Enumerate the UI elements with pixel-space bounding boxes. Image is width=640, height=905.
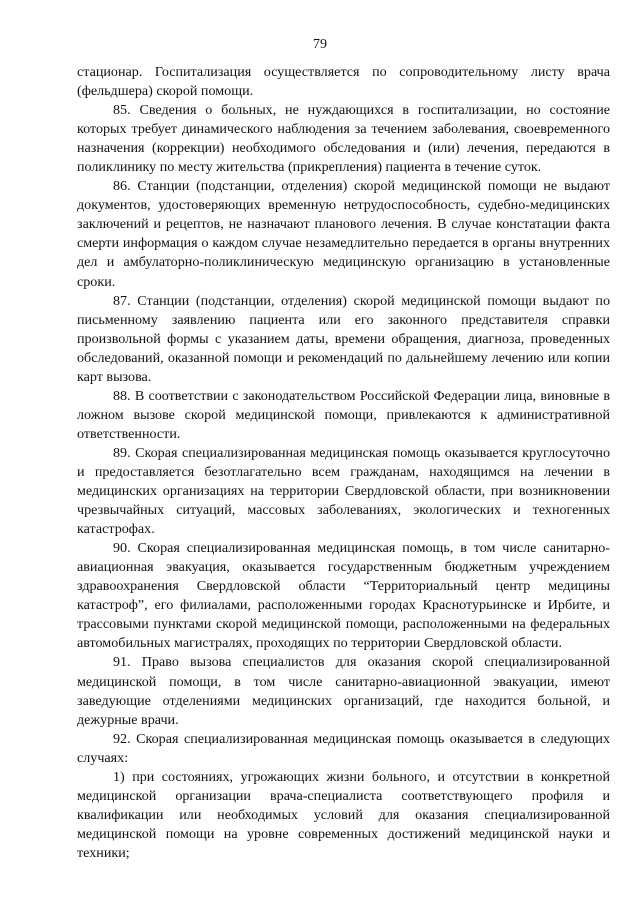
paragraph-continuation: стационар. Госпитализация осуществляется по сопроводительному листу врача (фельдшера) скорой помощи.	[77, 64, 610, 100]
paragraph-92-item-1: 1) при состояниях, угрожающих жизни больного, и отсутствии в конкретной медицинской организации врача-специалиста соответствующего профиля и квалификации или необходимых условий для оказания специализированной медицинской помощи на уровне современных достижений медицинской науки и техники;	[77, 768, 610, 861]
paragraph-89: 89. Скорая специализированная медицинская помощь оказывается круглосуточно и предоставляется безотлагательно всем гражданам, находящимся на лечении в медицинских организациях на территории Свердловской области, при возникновении чрезвычайных ситуаций, массовых заболеваниях, экологических и техногенных катастрофах.	[77, 444, 610, 538]
page-number: 79	[313, 37, 327, 52]
page-body	[77, 63, 610, 863]
paragraph-90: 90. Скорая специализированная медицинская помощь, в том числе санитарно-авиационная эвакуация, оказывается государственным бюджетным учреждением здравоохранения Свердловской области “Территориальный центр медицины катастроф”, его филиалами, расположенными городах Краснотурьинске и Ирбите, и трассовыми пунктами скорой медицинской помощи, расположенными на федеральных автомобильных магистралях, проходящих по территории Свердловской области.	[77, 540, 610, 652]
paragraph-91: 91. Право вызова специалистов для оказания скорой специализированной медицинской помощи, в том числе санитарно-авиационной эвакуации, имеют заведующие отделениями медицинских организаций, где находится больной, и дежурные врачи.	[77, 654, 610, 728]
paragraph-87: 87. Станции (подстанции, отделения) скорой медицинской помощи выдают по письменному заявлению пациента или его законного представителя справки произвольной формы с указанием даты, времени обращения, диагноза, проведенных обследований, оказанной помощи и рекомендаций по дальнейшему лечению или копии карт вызова.	[77, 292, 610, 385]
paragraph-86: 86. Станции (подстанции, отделения) скорой медицинской помощи не выдают документов, удостоверяющих временную нетрудоспособность, судебно-медицинских заключений и рецептов, не назначают планового лечения. В случае констатации факта смерти информация о каждом случае незамедлительно передается в органы внутренних дел и амбулаторно-поликлиническую медицинскую организацию в установленные сроки.	[77, 178, 610, 290]
paragraph-92: 92. Скорая специализированная медицинская помощь оказывается в следующих случаях:	[77, 730, 610, 766]
paragraph-85: 85. Сведения о больных, не нуждающихся в госпитализации, но состояние которых требует динамического наблюдения за течением заболевания, своевременного назначения (коррекции) необходимого обследования и (или) лечения, передаются в поликлинику по месту жительства (прикрепления) пациента в течение суток.	[77, 102, 610, 176]
paragraph-88: 88. В соответствии с законодательством Российской Федерации лица, виновные в ложном вызове скорой медицинской помощи, привлекаются к административной ответственности.	[77, 387, 610, 442]
